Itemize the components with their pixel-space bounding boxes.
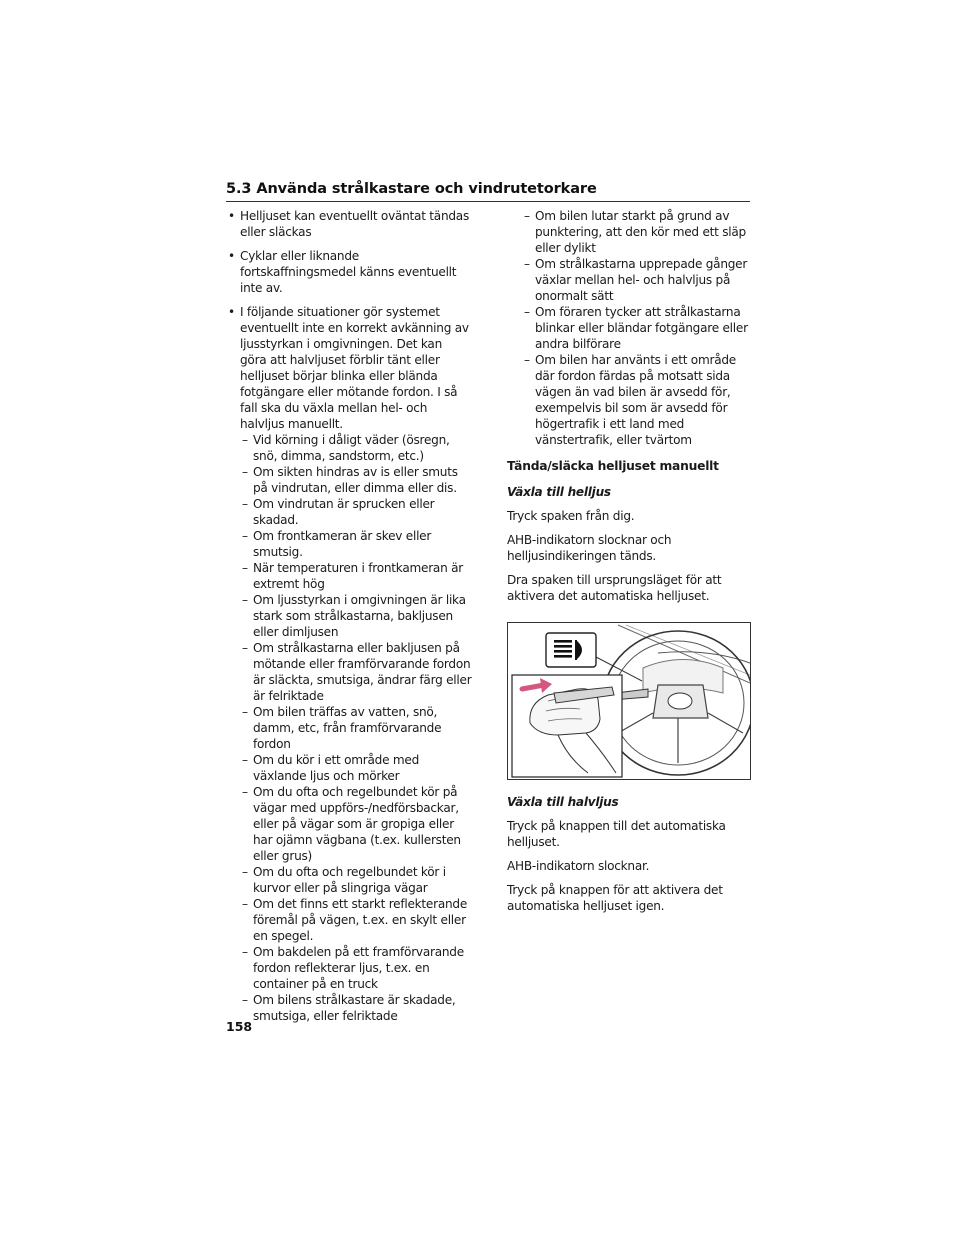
dash-mark: – bbox=[242, 641, 248, 655]
dash-text: Om bilen träffas av vatten, snö, damm, etc, från framförvarande fordon bbox=[253, 705, 442, 751]
paragraph: Tryck spaken från dig. bbox=[507, 509, 635, 523]
dash-item bbox=[226, 752, 472, 784]
dash-item bbox=[226, 784, 472, 864]
dash-mark: – bbox=[242, 529, 248, 543]
dash-mark: – bbox=[242, 593, 248, 607]
dash-text: Om bilen lutar starkt på grund av punktering, att den kör med ett släp eller dylikt bbox=[535, 209, 746, 255]
left-column bbox=[226, 208, 472, 1024]
dash-mark: – bbox=[524, 353, 530, 367]
high-beam-heading: Växla till helljus bbox=[507, 485, 611, 499]
bullet-mark: • bbox=[228, 209, 235, 223]
dash-text: Om frontkameran är skev eller smutsig. bbox=[253, 529, 432, 559]
dash-text: Om bilens strålkastare är skadade, smutsiga, eller felriktade bbox=[253, 993, 456, 1023]
dash-mark: – bbox=[242, 993, 248, 1007]
page-header bbox=[226, 178, 750, 202]
dash-mark: – bbox=[242, 497, 248, 511]
dash-item bbox=[507, 256, 751, 304]
dash-item bbox=[226, 896, 472, 944]
dash-mark: – bbox=[242, 705, 248, 719]
dash-text: Om vindrutan är sprucken eller skadad. bbox=[253, 497, 435, 527]
paragraph: Tryck på knappen till det automatiska helljuset. bbox=[507, 819, 726, 849]
dash-item bbox=[507, 304, 751, 352]
dash-item bbox=[507, 352, 751, 448]
section-title: 5.3 Använda strålkastare och vindrutetorkare bbox=[226, 181, 597, 197]
illustration-drawing bbox=[508, 623, 750, 779]
dash-item bbox=[507, 208, 751, 256]
right-column bbox=[507, 208, 751, 922]
dash-mark: – bbox=[242, 753, 248, 767]
dash-mark: – bbox=[242, 945, 248, 959]
dash-item bbox=[226, 592, 472, 640]
dash-text: Om du kör i ett område med växlande ljus och mörker bbox=[253, 753, 420, 783]
paragraph: AHB-indikatorn slocknar. bbox=[507, 859, 650, 873]
page-number: 158 bbox=[226, 1019, 253, 1034]
dash-text: Om bilen har använts i ett område där fordon färdas på motsatt sida vägen än vad bilen är avsedd för, exempelvis bil som är avsedd för högertrafik i ett land med vänstertrafik, eller tvärtom bbox=[535, 353, 736, 447]
paragraph: Dra spaken till ursprungsläget för att aktivera det automatiska helljuset. bbox=[507, 573, 722, 603]
dash-item bbox=[226, 704, 472, 752]
dash-text: När temperaturen i frontkameran är extremt hög bbox=[253, 561, 463, 591]
dash-text: Om det finns ett starkt reflekterande föremål på vägen, t.ex. en skylt eller en spegel. bbox=[253, 897, 468, 943]
bullet-mark: • bbox=[228, 305, 235, 319]
dash-item bbox=[226, 864, 472, 896]
dash-text: Om strålkastarna upprepade gånger växlar mellan hel- och halvljus på onormalt sätt bbox=[535, 257, 748, 303]
dash-mark: – bbox=[242, 561, 248, 575]
paragraph: Tryck på knappen för att aktivera det automatiska helljuset igen. bbox=[507, 883, 723, 913]
steering-lever-illustration bbox=[507, 622, 751, 780]
dash-item bbox=[226, 944, 472, 992]
dash-text: Om sikten hindras av is eller smuts på vindrutan, eller dimma eller dis. bbox=[253, 465, 458, 495]
dash-mark: – bbox=[524, 209, 530, 223]
bullet-item bbox=[226, 304, 472, 432]
dash-text: Om ljusstyrkan i omgivningen är lika stark som strålkastarna, bakljusen eller dimljusen bbox=[253, 593, 466, 639]
dash-text: Om bakdelen på ett framförvarande fordon reflekterar ljus, t.ex. en container på en truck bbox=[253, 945, 464, 991]
bullet-item bbox=[226, 248, 472, 296]
section-subheading: Tända/släcka helljuset manuellt bbox=[507, 459, 719, 473]
dash-item bbox=[226, 496, 472, 528]
bullet-text: I följande situationer gör systemet eventuellt inte en korrekt avkänning av ljusstyrkan i omgivningen. Det kan göra att halvljuset förblir tänt eller helljuset börjar blinka eller blända fotgängare eller mötande fordon. I så fall ska du växla mellan hel- och halvljus manuellt. bbox=[240, 305, 469, 431]
dash-item bbox=[226, 464, 472, 496]
dash-mark: – bbox=[242, 433, 248, 447]
paragraph: AHB-indikatorn slocknar och helljusindikeringen tänds. bbox=[507, 533, 672, 563]
dash-text: Vid körning i dåligt väder (ösregn, snö, dimma, sandstorm, etc.) bbox=[253, 433, 450, 463]
dash-item bbox=[226, 528, 472, 560]
bullet-item bbox=[226, 208, 472, 240]
dash-mark: – bbox=[524, 305, 530, 319]
dash-mark: – bbox=[242, 785, 248, 799]
dash-mark: – bbox=[242, 465, 248, 479]
dash-mark: – bbox=[242, 897, 248, 911]
dash-item bbox=[226, 560, 472, 592]
dash-text: Om strålkastarna eller bakljusen på mötande eller framförvarande fordon är släckta, smutsiga, ändrar färg eller är felriktade bbox=[253, 641, 472, 703]
bullet-mark: • bbox=[228, 249, 235, 263]
dash-text: Om du ofta och regelbundet kör i kurvor eller på slingriga vägar bbox=[253, 865, 446, 895]
dash-mark: – bbox=[242, 865, 248, 879]
bullet-text: Helljuset kan eventuellt oväntat tändas eller släckas bbox=[240, 209, 470, 239]
dash-item bbox=[226, 992, 472, 1024]
dash-item bbox=[226, 432, 472, 464]
dash-text: Om du ofta och regelbundet kör på vägar med uppförs-/nedförsbackar, eller på vägar som är gropiga eller har ojämn vägbana (t.ex. kullersten eller grus) bbox=[253, 785, 461, 863]
dash-text: Om föraren tycker att strålkastarna blinkar eller bländar fotgängare eller andra bilförare bbox=[535, 305, 748, 351]
bullet-text: Cyklar eller liknande fortskaffningsmedel känns eventuellt inte av. bbox=[240, 249, 457, 295]
dash-item bbox=[226, 640, 472, 704]
low-beam-heading: Växla till halvljus bbox=[507, 795, 619, 809]
dash-mark: – bbox=[524, 257, 530, 271]
